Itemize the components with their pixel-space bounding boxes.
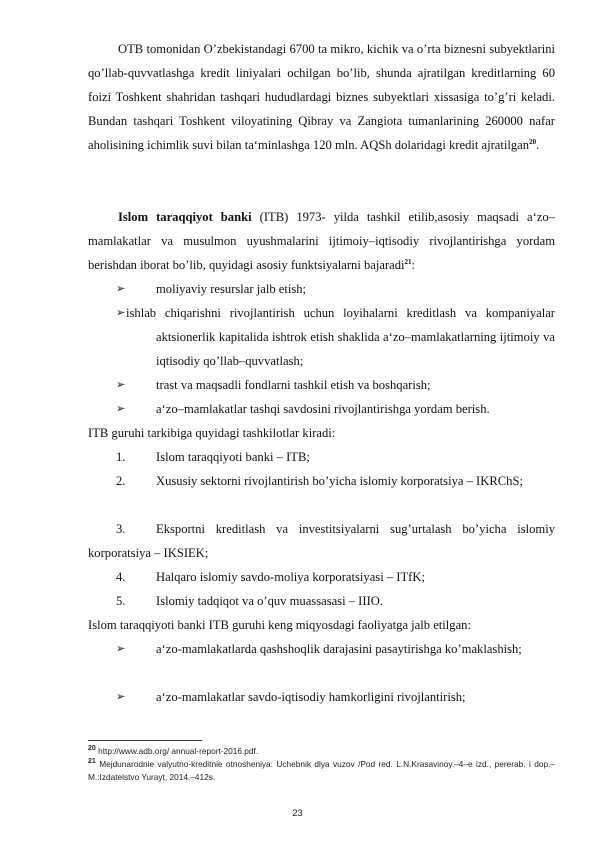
itb-heading: Islom taraqqiyot banki bbox=[118, 210, 252, 224]
item-text: Islom taraqqiyoti banki – ITB; bbox=[156, 450, 310, 464]
footnote-divider bbox=[88, 740, 202, 741]
footnote-number: 20 bbox=[88, 745, 96, 753]
arrowhead-bullet-icon: ➢ bbox=[116, 691, 126, 703]
list-item-text: a‘zo-mamlakatlar savdo-iqtisodiy hamkorligini rivojlantirish; bbox=[156, 690, 466, 704]
item-text: Halqaro islomiy savdo-moliya korporatsiyasi – ITfK; bbox=[156, 570, 425, 584]
paragraph-itb-end: : bbox=[411, 258, 416, 272]
list-item-text: trast va maqsadli fondlarni tashkil etish va boshqarish; bbox=[156, 378, 431, 392]
numbered-item bbox=[88, 469, 555, 493]
itb-engagement-intro: Islom taraqqiyoti banki ITB guruhi keng miqyosdagi faoliyatga jalb etilgan: bbox=[88, 618, 471, 632]
list-item bbox=[88, 637, 555, 661]
itb-group-intro: ITB guruhi tarkibiga quyidagi tashkilotlar kiradi: bbox=[88, 426, 336, 440]
item-number: 1. bbox=[116, 450, 126, 464]
footnote-20 bbox=[88, 745, 555, 758]
paragraph-otb-text: OTB tomonidan O’zbekistandagi 6700 ta mikro, kichik va o’rta biznesni subyektlarini qo’llab-quvvatlashga kredit liniyalari ochilgan bo’lib, shunda ajratilgan kreditlarning 60 foizi Toshkent shahridan tashqari hududlardagi biznes subyektlari xissasiga to’g’ri keladi. Bundan tashqari Toshkent viloyatining Qibray va Zangiota tumanlarining 260000 nafar aholisining ichimlik suvi bilan ta‘minlashga 120 mln. AQSh dolaridagi kredit ajratilgan bbox=[88, 42, 555, 152]
item-text: Eksportni kreditlash va investitsiyalarni sug’urtalash bo’yicha islomiy korporatsiya – IKSIEK; bbox=[88, 522, 555, 560]
arrowhead-bullet-icon: ➢ bbox=[116, 283, 126, 295]
list-item-text: moliyaviy resurslar jalb etish; bbox=[156, 282, 307, 296]
list-item-text: a‘zo–mamlakatlar tashqi savdosini rivojlantirishga yordam berish. bbox=[156, 402, 490, 416]
list-item bbox=[118, 397, 555, 421]
item-number: 5. bbox=[116, 594, 126, 608]
paragraph-itb-text: (ITB) 1973- yilda tashkil etilib,asosiy maqsadi a‘zo–mamlakatlar va musulmon uyushmalarini ijtimoiy–iqtisodiy rivojlantirishga yordam berishdan iborat bo’lib, quyidagi asosiy funktsiyalarni bajaradi bbox=[88, 210, 555, 272]
item-number: 3. bbox=[116, 522, 126, 536]
footnote-ref-20[interactable]: 20 bbox=[529, 137, 537, 146]
list-item bbox=[118, 277, 555, 301]
list-item bbox=[118, 301, 555, 373]
numbered-item bbox=[118, 445, 555, 469]
arrowhead-bullet-icon: ➢ bbox=[116, 643, 126, 655]
paragraph-itb bbox=[88, 205, 555, 277]
list-item-text: a‘zo-mamlakatlarda qashshoqlik darajasini pasaytirishga ko’maklashish; bbox=[156, 642, 522, 656]
item-text: Xususiy sektorni rivojlantirish bo’yicha islomiy korporatsiya – IKRChS; bbox=[156, 474, 523, 488]
list-item-text: ishlab chiqarishni rivojlantirish uchun loyihalarni kreditlash va kompaniyalar aktsionerlik kapitalida ishtrok etish shaklida a‘zo–mamlakatlarning ijtimoiy va iqtisodiy qo’llab–quvvatlash; bbox=[126, 306, 555, 368]
paragraph-otb-end: . bbox=[536, 138, 540, 152]
list-item bbox=[118, 685, 555, 709]
numbered-item bbox=[118, 589, 555, 613]
paragraph-otb bbox=[88, 37, 555, 157]
list-item bbox=[118, 373, 555, 397]
footnote-text: Mejdunarodnie valyutno-kreditnie otnosheniya: Uchebnik dlya vuzov /Pod red. L.N.Krasavinoy.–4–e izd., pererab. i dop.–M.:Izdatelstvo Yurayt, 2014.–412s. bbox=[88, 759, 555, 782]
footnote-number: 21 bbox=[88, 758, 96, 766]
item-number: 2. bbox=[116, 474, 126, 488]
arrowhead-bullet-icon: ➢ bbox=[116, 379, 126, 391]
item-number: 4. bbox=[116, 570, 126, 584]
item-text: Islomiy tadqiqot va o’quv muassasasi – IIIO. bbox=[156, 594, 384, 608]
footnote-ref-21[interactable]: 21 bbox=[404, 257, 412, 266]
numbered-item bbox=[118, 565, 555, 589]
numbered-item bbox=[88, 517, 555, 565]
footnote-21 bbox=[88, 758, 555, 784]
page-number: 23 bbox=[292, 808, 303, 819]
footnote-text[interactable]: http://www.adb.org/ annual-report-2016.pdf. bbox=[95, 746, 259, 756]
arrowhead-bullet-icon: ➢ bbox=[116, 403, 126, 415]
arrowhead-bullet-icon: ➢ bbox=[116, 307, 126, 319]
